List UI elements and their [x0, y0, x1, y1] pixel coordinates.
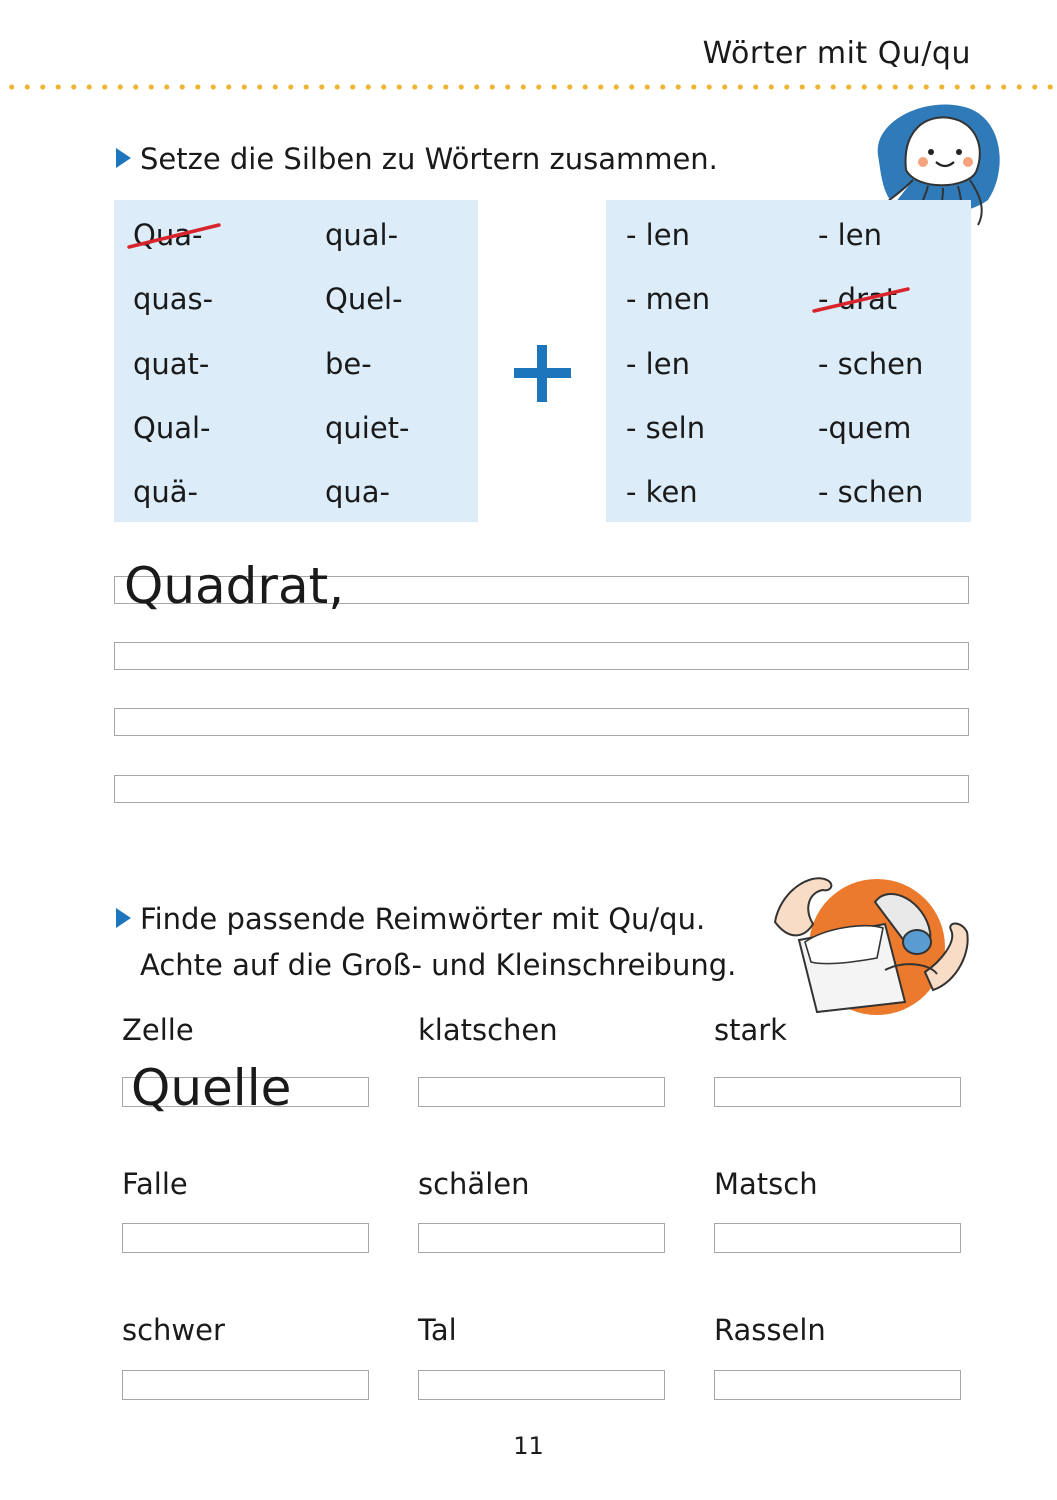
rhyme-word: Falle — [122, 1167, 188, 1201]
right-syllable: -quem — [818, 411, 912, 445]
left-syllable: quä- — [133, 475, 199, 509]
right-syllable: - seln — [626, 411, 706, 445]
right-syllable: - ken — [626, 475, 698, 509]
answer-line[interactable] — [114, 642, 969, 670]
right-syllable: - schen — [818, 347, 924, 381]
task2-instruction-line1: Finde passende Reimwörter mit Qu/qu. — [140, 902, 706, 936]
bullet-arrow-icon — [116, 908, 131, 928]
rhyme-word: schälen — [418, 1167, 530, 1201]
rhyme-word: Matsch — [714, 1167, 818, 1201]
example-answer: Quadrat, — [124, 557, 345, 615]
plus-icon — [514, 345, 571, 402]
left-syllable: Quel- — [325, 282, 403, 316]
right-syllable: - len — [818, 218, 882, 252]
left-syllable — [133, 217, 202, 253]
rhyme-word: Tal — [418, 1313, 457, 1347]
task2-instruction-line2: Achte auf die Groß- und Kleinschreibung. — [140, 948, 737, 982]
left-syllable: quas- — [133, 282, 214, 316]
crossed-syllable: - drat — [818, 281, 897, 317]
rhyme-answer-box[interactable] — [714, 1223, 961, 1253]
rhyme-answer-box[interactable] — [418, 1077, 665, 1107]
right-syllable: - men — [626, 282, 711, 316]
left-syllable: quiet- — [325, 411, 410, 445]
rhyme-answer-box[interactable] — [714, 1077, 961, 1107]
answer-line[interactable] — [114, 775, 969, 803]
rhyme-word: klatschen — [418, 1013, 558, 1047]
page-title: Wörter mit Qu/qu — [702, 36, 971, 71]
task1-instruction — [140, 136, 718, 182]
right-syllable: - schen — [818, 475, 924, 509]
rhyme-answer-box[interactable] — [122, 1370, 369, 1400]
answer-line[interactable] — [114, 708, 969, 736]
left-syllable: qual- — [325, 218, 399, 252]
rhyme-answer-box[interactable] — [714, 1370, 961, 1400]
left-syllable: quat- — [133, 347, 210, 381]
rhyme-word: stark — [714, 1013, 787, 1047]
task2-instruction — [140, 896, 736, 988]
strike-through-icon — [812, 285, 912, 315]
rhyme-word: schwer — [122, 1313, 225, 1347]
strong-yogurt-illustration — [765, 862, 975, 1027]
strike-through-icon — [127, 221, 221, 251]
left-syllable: be- — [325, 347, 372, 381]
task1-instruction-text: Setze die Silben zu Wörtern zusammen. — [140, 142, 718, 176]
right-syllable: - len — [626, 218, 690, 252]
rhyme-answer-box[interactable] — [418, 1370, 665, 1400]
dotted-divider — [4, 84, 1053, 90]
crossed-syllable: Qua- — [133, 217, 202, 253]
rhyme-answer-box[interactable] — [418, 1223, 665, 1253]
rhyme-word: Rasseln — [714, 1313, 826, 1347]
right-syllable: - len — [626, 347, 690, 381]
bullet-arrow-icon — [116, 148, 131, 168]
example-rhyme-answer: Quelle — [131, 1059, 292, 1117]
rhyme-answer-box[interactable] — [122, 1223, 369, 1253]
page-number: 11 — [513, 1432, 544, 1460]
right-syllable — [818, 281, 897, 317]
left-syllable: Qual- — [133, 411, 211, 445]
rhyme-word: Zelle — [122, 1013, 194, 1047]
left-syllable: qua- — [325, 475, 391, 509]
